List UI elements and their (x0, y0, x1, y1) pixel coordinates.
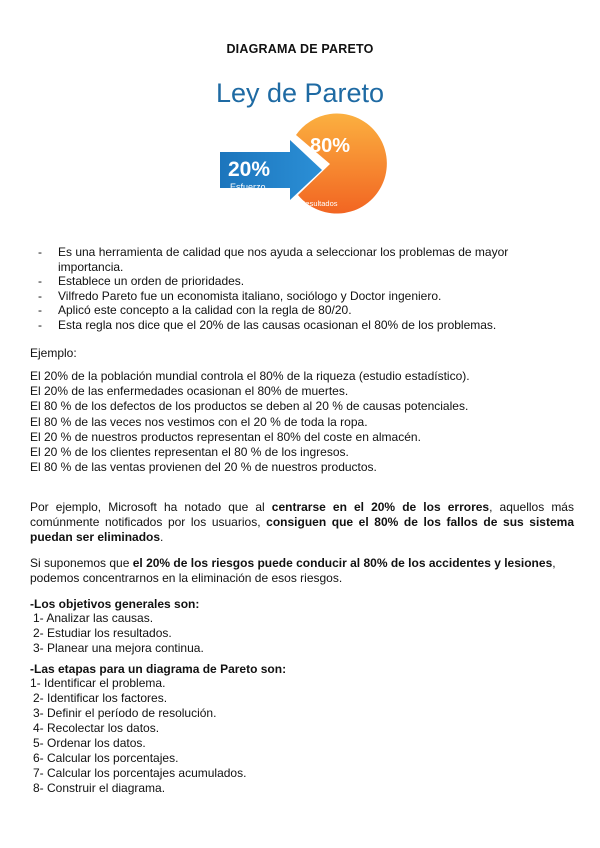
bullet-list (38, 245, 538, 332)
example-item: El 80 % de los defectos de los productos se deben al 20 % de causas potenciales. (30, 399, 469, 414)
example-item: El 20 % de los clientes representan el 80 % de los ingresos. (30, 445, 349, 460)
text-run: Por ejemplo, Microsoft ha notado que al (30, 500, 272, 514)
bullet-item: - Aplicó este concepto a la calidad con la regla de 80/20. (38, 303, 538, 318)
example-item: El 20% de la población mundial controla el 80% de la riqueza (estudio estadístico). (30, 369, 470, 383)
bullet-item: - Vilfredo Pareto fue un economista italiano, sociólogo y Doctor ingeniero. (38, 289, 538, 304)
bold-run: centrarse en el 20% de los errores (271, 500, 490, 514)
example-item: El 80 % de las ventas provienen del 20 % de nuestros productos. (30, 460, 377, 475)
etapa-item: 6- Calcular los porcentajes. (33, 751, 179, 765)
pareto-graphic (200, 78, 400, 228)
etapa-item: 3- Definir el período de resolución. (33, 706, 217, 720)
objetivo-item: 3- Planear una mejora continua. (33, 641, 204, 655)
example-item: El 80 % de las veces nos vestimos con el 20 % de toda la ropa. (30, 414, 368, 429)
pareto-logo (200, 78, 400, 228)
microsoft-paragraph (30, 500, 574, 544)
bullet-item: - Esta regla nos dice que el 20% de las causas ocasionan el 80% de los problemas. (38, 318, 538, 333)
text-run: , podemos concentrarnos en la eliminación de esos riesgos. (30, 556, 556, 585)
document-title: DIAGRAMA DE PARETO (226, 42, 374, 56)
example-item: El 20 % de nuestros productos representan el 80% del coste en almacén. (30, 429, 421, 444)
ejemplo-label: Ejemplo: (30, 346, 77, 360)
text-run: . (160, 529, 164, 544)
etapa-item: 4- Recolectar los datos. (33, 721, 160, 735)
effort-percent: 20% (228, 158, 271, 181)
bold-run: consiguen que el 80% de los fallos de sus sistema puedan ser eliminados (30, 514, 574, 544)
etapa-item: 1- Identificar el problema. (30, 676, 166, 690)
effort-label: Esfuerzo (230, 182, 266, 192)
etapa-item: 5- Ordenar los datos. (33, 736, 146, 750)
example-item: El 20% de las enfermedades ocasionan el 80% de muertes. (30, 384, 349, 399)
riesgos-paragraph (30, 556, 574, 586)
result-percent: 80% (310, 135, 351, 157)
etapa-item: 7- Calcular los porcentajes acumulados. (33, 766, 247, 780)
result-label: Resultados (300, 199, 338, 208)
bullet-item: - Establece un orden de prioridades. (38, 274, 538, 289)
etapas-heading: -Las etapas para un diagrama de Pareto son: (30, 662, 287, 676)
bold-run: el 20% de los riesgos puede conducir al 80% de los accidentes y lesiones (132, 556, 553, 570)
etapa-item: 8- Construir el diagrama. (33, 781, 166, 795)
bullet-item: - Es una herramienta de calidad que nos ayuda a seleccionar los problemas de mayor importancia. (38, 245, 538, 274)
logo-heading: Ley de Pareto (215, 78, 385, 108)
text-run: , aquellos más comúnmente notificados por los usuarios, (30, 500, 574, 529)
objetivos-heading: -Los objetivos generales son: (30, 597, 200, 611)
etapa-item: 2- Identificar los factores. (33, 691, 168, 705)
etapas-list (30, 676, 246, 796)
text-run: Si suponemos que (30, 556, 133, 570)
objetivo-item: 1- Analizar las causas. (33, 611, 154, 625)
objetivos-list (33, 611, 204, 656)
examples-list (30, 369, 470, 475)
objetivo-item: 2- Estudiar los resultados. (33, 626, 172, 640)
